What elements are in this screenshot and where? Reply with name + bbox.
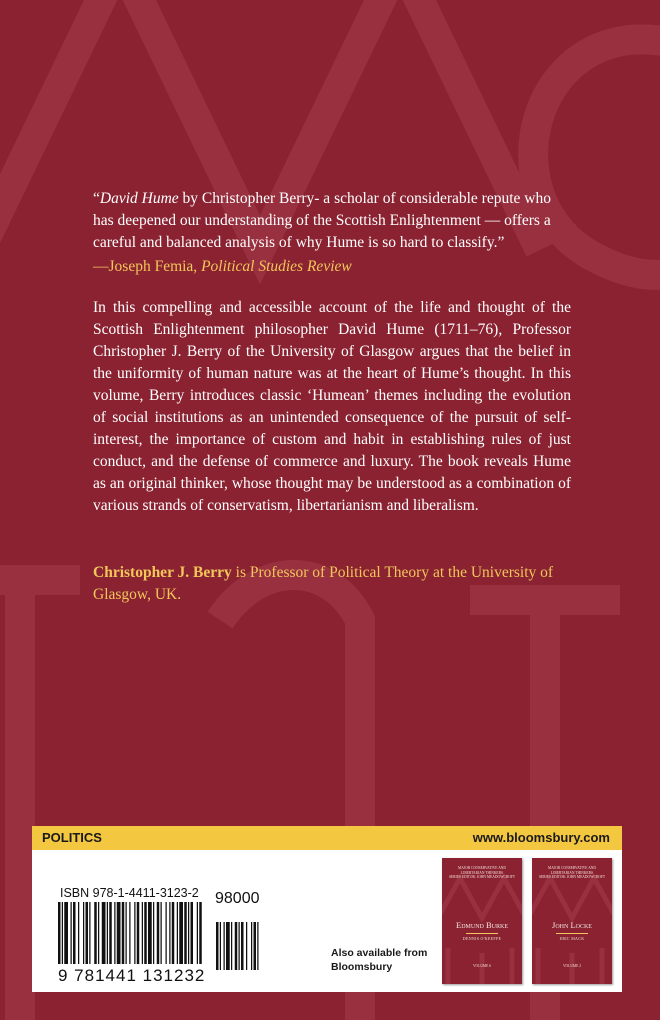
barcode-bar — [73, 902, 76, 964]
author-bio-text: is Professor of Political Theory at the University of Glasgow, UK. — [93, 564, 554, 603]
barcode-bar — [157, 902, 160, 964]
barcode-bar — [199, 902, 202, 964]
mini-series: MAJOR CONSERVATIVE AND LIBERTARIAN THINKERS SERIES EDITOR: JOHN MEADOWCROFT — [538, 866, 606, 880]
related-book-cover-locke[interactable] — [532, 858, 612, 984]
quote-attribution-name: —Joseph Femia, — [93, 258, 202, 275]
addon-bar — [226, 922, 230, 970]
addon-bar — [235, 922, 238, 970]
barcode-panel — [32, 826, 622, 992]
mini-subtitle: ERIC MACK — [559, 936, 585, 941]
barcode-bar — [62, 902, 63, 964]
barcode-bar — [197, 902, 198, 964]
price-code: 98000 — [215, 890, 260, 907]
barcode-digits: 9 781441 131232 — [58, 966, 206, 985]
related-book-cover-burke[interactable] — [442, 858, 522, 984]
barcode-bar — [109, 902, 112, 964]
quote-body: by Christopher Berry- a scholar of considerable repute who has deepened our understanding of the Scottish Enlightenment — offers a careful and balanced analysis of why Hume is so hard to classify.” — [93, 190, 551, 251]
barcode-bar — [144, 902, 147, 964]
mini-series: MAJOR CONSERVATIVE AND LIBERTARIAN THINKERS SERIES EDITOR: JOHN MEADOWCROFT — [448, 866, 516, 880]
barcode-bar — [83, 902, 84, 964]
barcode-bar — [166, 902, 167, 964]
publisher-website: www.bloomsbury.com — [472, 830, 610, 845]
barcode-bar — [86, 902, 89, 964]
addon-bar — [220, 922, 221, 970]
barcode-bar — [177, 902, 178, 964]
category-bar — [32, 826, 622, 850]
quote-book-title: David Hume — [99, 190, 179, 207]
description-text: In this compelling and accessible account of the life and thought of the Scottish Enlightenment philosopher David Hume (1711–76), Professor Christopher J. Berry of the University of Glasgow argues that the belief in the uniformity of human nature was at the heart of Hume’s thought. In this volume, Berry introduces classic ‘Humean’ themes including the evolution of social institutions as an unintended consequence of the pursuit of self-interest, the importance of custom and habit in establishing rules of just conduct, and the defense of commerce and luxury. The book reveals Hume as an original thinker, whose thought may be understood as a combination of various strands of conservatism, libertarianism and liberalism. — [93, 299, 571, 514]
barcode-bar — [134, 902, 135, 964]
addon-bar — [231, 922, 232, 970]
barcode-bar — [89, 902, 90, 964]
addon-bar — [224, 922, 225, 970]
addon-bar — [257, 922, 258, 970]
mini-author: John Locke — [552, 920, 592, 930]
barcode-bar — [126, 902, 127, 964]
barcode-bar — [184, 902, 187, 964]
isbn-label: ISBN 978-1-4411-3123-2 — [60, 886, 199, 900]
mini-rule — [556, 933, 588, 934]
barcode-bar — [71, 902, 72, 964]
mini-volume: VOLUME 2 — [562, 964, 582, 968]
barcode-bar — [142, 902, 143, 964]
barcode-bar — [58, 902, 61, 964]
addon-bar — [254, 922, 257, 970]
barcode-bar — [114, 902, 115, 964]
barcode-bar — [179, 902, 183, 964]
quote-attribution — [93, 256, 571, 278]
also-available-label: Also available from Bloomsbury — [331, 947, 428, 973]
barcode-bar — [107, 902, 108, 964]
barcode — [58, 902, 282, 972]
addon-bar — [246, 922, 247, 970]
barcode-bar — [188, 902, 189, 964]
mini-volume: VOLUME 6 — [472, 964, 492, 968]
addon-bar — [216, 922, 219, 970]
mini-author: Edmund Burke — [456, 920, 508, 930]
barcode-bar — [172, 902, 175, 964]
quote-attribution-source: Political Studies Review — [201, 258, 352, 275]
category-label: POLITICS — [42, 830, 102, 845]
barcode-bar — [137, 902, 140, 964]
barcode-bar — [98, 902, 99, 964]
quote-text: “David Hume by Christopher Berry- a scholar of considerable repute who has deepened our understanding of the Scottish Enlightenment — offers a careful and balanced analysis of why Hume is so hard to classify.” — [93, 190, 551, 251]
barcode-bar — [129, 902, 130, 964]
barcode-bar — [148, 902, 152, 964]
book-description — [93, 297, 571, 517]
review-quote — [93, 188, 571, 278]
barcode-bar — [191, 902, 194, 964]
barcode-bar — [102, 902, 106, 964]
barcode-bar — [169, 902, 170, 964]
barcode-bar — [64, 902, 68, 964]
barcode-bar — [122, 902, 125, 964]
barcode-bar — [153, 902, 154, 964]
author-name: Christopher J. Berry — [93, 564, 232, 581]
addon-bar — [251, 922, 252, 970]
barcode-bar — [78, 902, 79, 964]
barcode-bar — [94, 902, 97, 964]
mini-subtitle: DENNIS O'KEEFFE — [462, 936, 502, 941]
mini-rule — [466, 933, 498, 934]
barcode-bar — [161, 902, 162, 964]
barcode-bar — [117, 902, 121, 964]
addon-bar — [241, 922, 244, 970]
author-bio — [93, 562, 571, 606]
addon-bar — [239, 922, 240, 970]
